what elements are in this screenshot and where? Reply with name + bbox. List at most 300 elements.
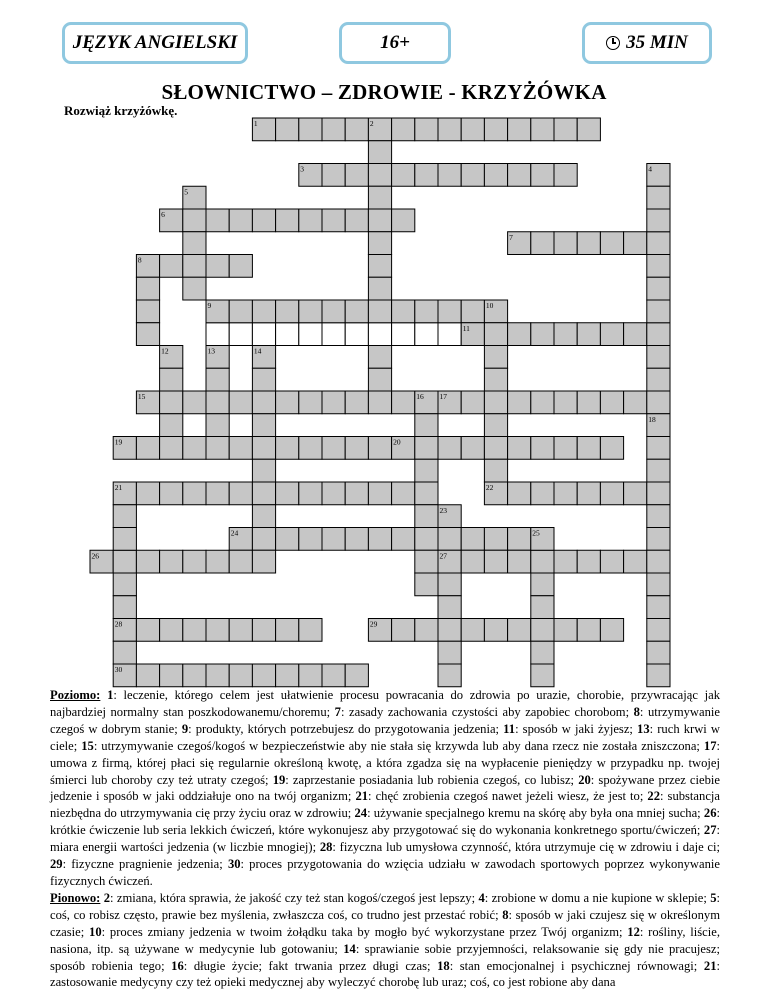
crossword-cell[interactable] [531,550,554,573]
crossword-cell[interactable] [206,209,229,232]
crossword-cell[interactable] [624,323,647,346]
crossword-cell[interactable] [206,619,229,642]
crossword-cell[interactable] [252,482,275,505]
crossword-cell[interactable] [647,596,670,619]
crossword-cell[interactable] [252,664,275,687]
crossword-cell[interactable] [368,232,391,255]
crossword-cell[interactable] [461,391,484,414]
clue-item [89,925,622,939]
crossword-cell[interactable] [484,550,507,573]
crossword-cell[interactable] [276,528,299,551]
crossword-cell[interactable] [415,550,438,573]
crossword-cell[interactable] [600,550,623,573]
crossword-cell[interactable] [531,232,554,255]
crossword-cell[interactable] [368,368,391,391]
crossword-cell[interactable] [160,664,183,687]
crossword-cell[interactable] [206,664,229,687]
crossword-cell[interactable] [647,209,670,232]
crossword-cell[interactable] [299,437,322,460]
crossword-cell[interactable] [113,596,136,619]
crossword-cell[interactable] [415,573,438,596]
crossword-cell[interactable] [206,482,229,505]
crossword-cell[interactable] [160,255,183,278]
crossword-cell[interactable] [322,528,345,551]
clue-item-text: : leczenie, którego celem jest ułatwienie procesu powracania do zdrowia po urazie, chorobie, przywracając jak najbardziej normalny stan poszkodowanemu/choremu; [50,688,720,719]
crossword-cell[interactable] [484,528,507,551]
crossword-cell[interactable] [136,550,159,573]
crossword-cell[interactable] [113,528,136,551]
crossword-cell[interactable] [647,550,670,573]
crossword-cell[interactable] [276,300,299,323]
clue-item-number: 12 [627,924,640,939]
crossword-cell[interactable] [368,346,391,369]
crossword-cell[interactable] [252,414,275,437]
crossword-cell[interactable] [183,277,206,300]
crossword-cell[interactable] [438,164,461,187]
clue-item-number: 8 [633,704,640,719]
crossword-cell[interactable] [438,118,461,141]
clue-item-text: : ruch krwi w ciele; [50,721,721,753]
crossword-cell[interactable] [229,391,252,414]
crossword-cell[interactable] [438,528,461,551]
crossword-cell[interactable] [438,300,461,323]
crossword-cell[interactable] [577,391,600,414]
crossword-cell[interactable] [647,641,670,664]
crossword-cell[interactable] [461,528,484,551]
crossword-cell[interactable] [647,619,670,642]
crossword-cell[interactable] [160,550,183,573]
crossword-cell[interactable] [508,437,531,460]
crossword-cell[interactable] [624,482,647,505]
crossword-cell[interactable] [415,164,438,187]
crossword-cell[interactable] [600,619,623,642]
crossword-cell[interactable] [577,118,600,141]
crossword-cell[interactable] [368,300,391,323]
crossword-cell[interactable] [229,664,252,687]
clue-item [503,722,633,736]
crossword-cell[interactable] [415,414,438,437]
crossword-cell[interactable] [647,528,670,551]
crossword-cell[interactable] [252,391,275,414]
clue-item-number: 16 [171,958,184,973]
crossword-cell[interactable] [438,619,461,642]
crossword-cell[interactable] [113,573,136,596]
crossword-cell[interactable] [276,118,299,141]
crossword-cell[interactable] [368,186,391,209]
crossword-cell[interactable] [647,664,670,687]
crossword-cell[interactable] [368,277,391,300]
clue-item-number: 11 [503,721,516,736]
crossword-cell[interactable] [322,391,345,414]
crossword-cell[interactable] [299,528,322,551]
crossword-cell[interactable] [276,437,299,460]
crossword-cell[interactable] [299,300,322,323]
crossword-cell[interactable] [229,323,252,346]
clue-item-number: 8 [502,907,509,922]
crossword-cell[interactable] [206,550,229,573]
clue-number: 30 [114,665,123,674]
crossword-cell[interactable] [368,391,391,414]
crossword-cell[interactable] [461,437,484,460]
crossword-cell[interactable] [461,619,484,642]
crossword-cell[interactable] [508,528,531,551]
crossword-cell[interactable] [322,482,345,505]
crossword-cell[interactable] [113,505,136,528]
clue-item-text: : fizyczna lub umysłowa czynność, która utrzymuje cię w zdrowiu i daje ci; [332,840,720,855]
crossword-cell[interactable] [531,641,554,664]
crossword-cell[interactable] [577,619,600,642]
clue-number: 13 [207,346,215,356]
clue-item-text: : sposób w jaki żyjesz; [515,721,633,736]
clue-item-text: : zmiana, która sprawia, że jakość czy też stan kogoś/czegoś jest lepszy; [110,890,476,905]
crossword-cell[interactable] [322,323,345,346]
crossword-cell[interactable] [508,391,531,414]
crossword-cell[interactable] [647,323,670,346]
crossword-cell[interactable] [415,619,438,642]
clue-number: 27 [439,551,447,561]
clue-number: 12 [161,346,169,356]
crossword-cell[interactable] [206,255,229,278]
crossword-cell[interactable] [345,300,368,323]
crossword-cell[interactable] [183,391,206,414]
clue-number: 16 [416,392,424,401]
clue-item-number: 22 [647,789,660,804]
crossword-cell[interactable] [554,482,577,505]
crossword-cell[interactable] [392,209,415,232]
clue-item-text: : proces zmiany jedzenia w twoim żołądku taka by mogło być wykorzystane przez Twój organizm; [101,924,623,939]
crossword-cell[interactable] [183,437,206,460]
crossword-cell[interactable] [554,323,577,346]
clue-number: 17 [439,392,447,401]
crossword-cell[interactable] [415,505,438,528]
crossword-cell[interactable] [647,277,670,300]
crossword-cell[interactable] [229,437,252,460]
crossword-cell[interactable] [415,459,438,482]
crossword-cell[interactable] [322,164,345,187]
crossword-cell[interactable] [461,300,484,323]
crossword-cell[interactable] [136,277,159,300]
crossword-cell[interactable] [113,641,136,664]
clue-number: 14 [253,346,262,356]
crossword-cell[interactable] [624,232,647,255]
crossword-cell[interactable] [252,528,275,551]
crossword-cell[interactable] [647,186,670,209]
crossword-cell[interactable] [160,391,183,414]
crossword-cell[interactable] [299,209,322,232]
crossword-cell[interactable] [647,232,670,255]
crossword-cell[interactable] [531,118,554,141]
crossword-cell[interactable] [252,323,275,346]
crossword-cell[interactable] [415,118,438,141]
crossword-cell[interactable] [624,391,647,414]
crossword-cell[interactable] [438,664,461,687]
crossword-cell[interactable] [368,323,391,346]
crossword-cell[interactable] [554,391,577,414]
crossword-cell[interactable] [368,164,391,187]
crossword-cell[interactable] [577,437,600,460]
crossword-cell[interactable] [647,346,670,369]
crossword-cell[interactable] [554,164,577,187]
crossword-cell[interactable] [531,164,554,187]
clue-item-text: : sposób w jaki czujesz się w określonym czasie; [50,907,720,939]
crossword-cell[interactable] [438,437,461,460]
clue-item [478,891,706,905]
crossword-cell[interactable] [415,482,438,505]
crossword-cell[interactable] [183,482,206,505]
crossword-cell[interactable] [461,550,484,573]
crossword-cell[interactable] [484,459,507,482]
clue-item-number: 24 [354,806,368,821]
crossword-cell[interactable] [392,118,415,141]
crossword-cell[interactable] [160,368,183,391]
crossword-cell[interactable] [276,391,299,414]
crossword-cell[interactable] [577,482,600,505]
clue-number: 19 [114,437,123,447]
crossword-cell[interactable] [600,391,623,414]
clue-item-text: : stan emocjonalnej i psychicznej równowagi; [449,958,698,973]
crossword-cell[interactable] [508,323,531,346]
crossword-cell[interactable] [345,323,368,346]
crossword-cell[interactable] [206,414,229,437]
crossword-cell[interactable] [299,664,322,687]
clue-item-number: 13 [637,721,650,736]
crossword-cell[interactable] [183,255,206,278]
crossword-cell[interactable] [392,528,415,551]
crossword-cell[interactable] [299,619,322,642]
crossword-cell[interactable] [299,323,322,346]
clue-item-number: 29 [50,857,63,872]
clue-number: 22 [485,483,494,492]
crossword-cell[interactable] [113,550,136,573]
crossword-cell[interactable] [484,323,507,346]
clue-item-number: 27 [703,823,717,838]
crossword-cell[interactable] [392,482,415,505]
crossword-cell[interactable] [531,619,554,642]
crossword-cell[interactable] [647,505,670,528]
crossword-cell[interactable] [508,619,531,642]
crossword-cell[interactable] [531,664,554,687]
crossword-cell[interactable] [206,437,229,460]
crossword-cell[interactable] [484,619,507,642]
clue-item [182,722,499,736]
crossword-cell[interactable] [252,437,275,460]
crossword-cell[interactable] [322,437,345,460]
crossword-cell[interactable] [484,164,507,187]
crossword-cell[interactable] [136,323,159,346]
crossword-cell[interactable] [345,437,368,460]
crossword-cell[interactable] [415,437,438,460]
crossword-cell[interactable] [554,619,577,642]
crossword-cell[interactable] [345,664,368,687]
crossword-cell[interactable] [206,368,229,391]
crossword-cell[interactable] [322,209,345,232]
crossword-cell[interactable] [577,550,600,573]
clue-number: 23 [439,505,447,515]
crossword-cell[interactable] [276,323,299,346]
crossword-cell[interactable] [600,232,623,255]
crossword-cell[interactable] [461,118,484,141]
time-label: 35 MIN [626,32,688,53]
crossword-cell[interactable] [531,482,554,505]
crossword-cell[interactable] [136,300,159,323]
crossword-cell[interactable] [415,528,438,551]
crossword-cell[interactable] [647,391,670,414]
crossword-cell[interactable] [322,300,345,323]
crossword-cell[interactable] [322,664,345,687]
crossword-cell[interactable] [183,232,206,255]
crossword-cell[interactable] [136,482,159,505]
crossword-cell[interactable] [392,164,415,187]
crossword-cell[interactable] [368,141,391,164]
crossword-cell[interactable] [345,209,368,232]
crossword-cell[interactable] [229,482,252,505]
clue-item [437,959,697,973]
crossword-cell[interactable] [484,391,507,414]
crossword-cell[interactable] [438,596,461,619]
crossword-cell[interactable] [600,323,623,346]
clue-item [171,959,430,973]
crossword-cell[interactable] [647,368,670,391]
clue-item-text: : substancja niezbędna do utrzymywania cię przy życiu oraz w zdrowiu; [50,789,720,821]
crossword-cell[interactable] [554,232,577,255]
crossword-cell[interactable] [252,619,275,642]
crossword-cell[interactable] [229,550,252,573]
crossword-cell[interactable] [508,482,531,505]
crossword-cell[interactable] [252,209,275,232]
crossword-cell[interactable] [183,209,206,232]
crossword-cell[interactable] [160,482,183,505]
crossword-cell[interactable] [160,437,183,460]
crossword-cell[interactable] [392,619,415,642]
crossword-cell[interactable] [299,118,322,141]
crossword-cell[interactable] [508,550,531,573]
crossword-cell[interactable] [299,391,322,414]
crossword-cell[interactable] [647,437,670,460]
crossword-cell[interactable] [438,641,461,664]
crossword-cell[interactable] [206,391,229,414]
crossword-cell[interactable] [461,164,484,187]
crossword-cell[interactable] [252,368,275,391]
crossword-cell[interactable] [252,505,275,528]
crossword-cell[interactable] [368,437,391,460]
crossword-cell[interactable] [484,368,507,391]
crossword-cell[interactable] [531,437,554,460]
crossword-cell[interactable] [368,482,391,505]
crossword-cell[interactable] [160,414,183,437]
crossword-cell[interactable] [276,482,299,505]
crossword-cell[interactable] [600,482,623,505]
crossword-cell[interactable] [206,323,229,346]
crossword-cell[interactable] [229,300,252,323]
crossword-cell[interactable] [252,550,275,573]
clue-item [354,806,700,820]
clue-item-number: 18 [437,958,450,973]
crossword-cell[interactable] [554,550,577,573]
clue-number: 3 [300,164,305,174]
crossword-cell[interactable] [345,482,368,505]
crossword-cell[interactable] [183,550,206,573]
crossword-cell[interactable] [183,619,206,642]
crossword-cell[interactable] [415,323,438,346]
crossword-cell[interactable] [276,209,299,232]
crossword-cell[interactable] [554,437,577,460]
crossword-cell[interactable] [136,437,159,460]
crossword-cell[interactable] [368,528,391,551]
crossword-cell[interactable] [252,459,275,482]
clue-item-text: : coś, co robisz często, prawie bez myślenia, zwłaszcza coś, co trudno jest przestać robić; [50,890,721,922]
clue-number: 1 [253,119,258,128]
clue-number: 26 [91,551,99,561]
crossword-cell[interactable] [229,209,252,232]
crossword-cell[interactable] [554,118,577,141]
crossword-cell[interactable] [415,300,438,323]
crossword-cell[interactable] [484,346,507,369]
crossword-cell[interactable] [345,164,368,187]
crossword-cell[interactable] [322,118,345,141]
crossword-cell[interactable] [299,482,322,505]
crossword-cell[interactable] [647,300,670,323]
crossword-cell[interactable] [345,528,368,551]
crossword-cell[interactable] [438,323,461,346]
crossword-cell[interactable] [229,255,252,278]
crossword-cell[interactable] [531,596,554,619]
clue-item [104,891,475,905]
instruction: Rozwiąż krzyżówkę. [64,103,178,118]
crossword-cell[interactable] [276,619,299,642]
crossword-cell[interactable] [183,664,206,687]
crossword-cell[interactable] [484,437,507,460]
crossword-cell[interactable] [136,619,159,642]
clue-item-text: : krótkie ćwiczenie lub seria lekkich ćwiczeń, które wykonujesz aby przygotować się do wykonania konkretnego sportu/ćwiczeń; [50,806,720,838]
crossword-cell[interactable] [600,437,623,460]
crossword-cell[interactable] [345,118,368,141]
crossword-cell[interactable] [368,209,391,232]
crossword-cell[interactable] [160,619,183,642]
crossword-cell[interactable] [252,300,275,323]
clue-item-number: 7 [334,704,341,719]
crossword-cell[interactable] [368,255,391,278]
crossword-cell[interactable] [531,573,554,596]
crossword-cell[interactable] [647,482,670,505]
crossword-cell[interactable] [508,118,531,141]
crossword-cell[interactable] [577,232,600,255]
clue-item-number: 10 [89,924,102,939]
crossword-cell[interactable] [345,391,368,414]
crossword-cell[interactable] [276,664,299,687]
crossword-cell[interactable] [438,573,461,596]
crossword-cell[interactable] [229,619,252,642]
clue-number: 6 [161,210,165,219]
crossword-cell[interactable] [624,550,647,573]
crossword-cell[interactable] [392,323,415,346]
crossword-cell[interactable] [647,459,670,482]
clue-item-text: : spożywane przez ciebie jedzenie i sposób w jaki oddziałuje ono na twój organizm; [50,772,720,804]
crossword-cell[interactable] [508,164,531,187]
crossword-cell[interactable] [484,414,507,437]
crossword-cell[interactable] [531,323,554,346]
crossword-cell[interactable] [577,323,600,346]
crossword-cell[interactable] [531,391,554,414]
crossword-cell[interactable] [392,391,415,414]
clue-item-number: 26 [703,806,717,821]
clue-item-number: 17 [703,738,717,753]
clue-number: 28 [114,619,123,629]
crossword-cell[interactable] [136,664,159,687]
crossword-cell[interactable] [484,118,507,141]
crossword-cell[interactable] [392,300,415,323]
crossword-cell[interactable] [647,573,670,596]
crossword-cell[interactable] [647,255,670,278]
